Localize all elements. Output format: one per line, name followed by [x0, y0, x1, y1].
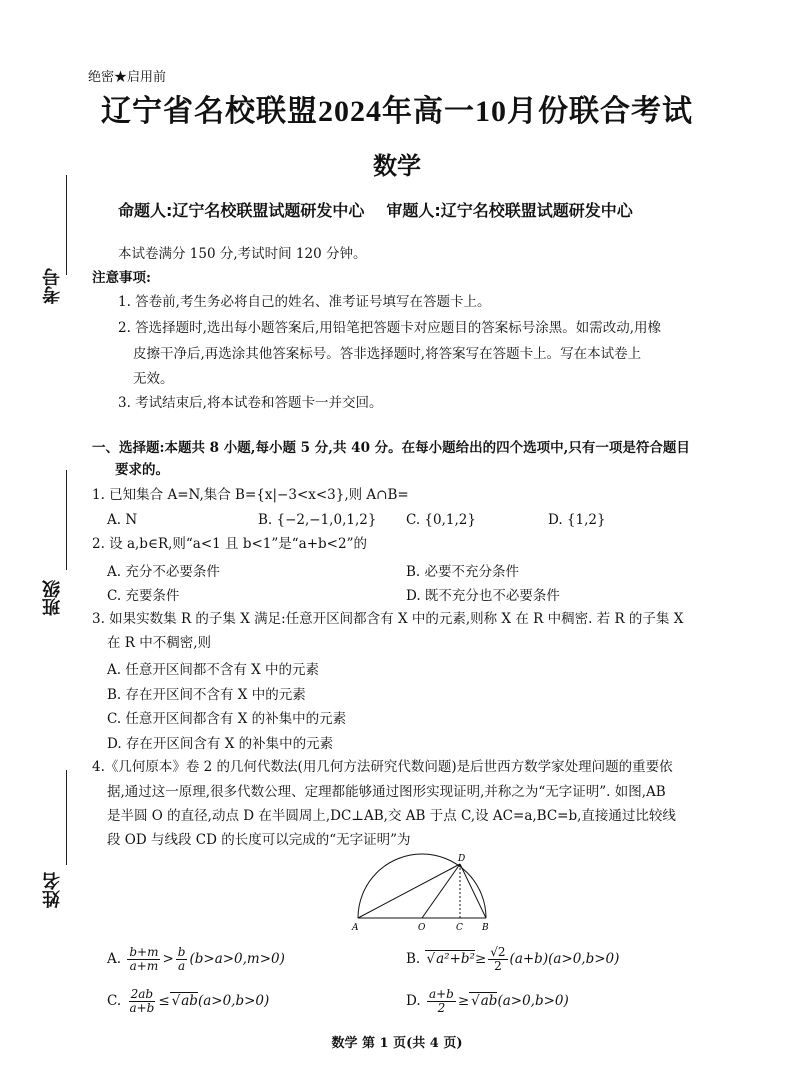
authors-line [118, 198, 633, 221]
q1-option-d: D. {1,2} [548, 512, 606, 528]
q4-c-num: 2ab [130, 987, 154, 1001]
q4-c-sqrt: √ ab [170, 992, 198, 1009]
name-line [66, 770, 67, 865]
class-line [66, 470, 67, 570]
label-c: C [456, 923, 463, 933]
q4-a-num2: b [177, 945, 186, 959]
q1-option-a: A. N [107, 512, 138, 528]
q4-c-frac [127, 988, 156, 1015]
q4-c-rel: ≤ [158, 993, 170, 1009]
exam-title: 辽宁省名校联盟2024年高一10月份联合考试 [101, 95, 693, 128]
exam-no-line [66, 175, 67, 275]
q4-d-den: 2 [437, 1001, 446, 1015]
q4-option-b [406, 946, 619, 973]
side-label-exam-no: 考号 [42, 268, 63, 304]
q1-option-b: B. {−2,−1,0,1,2} [258, 512, 377, 528]
q3-option-a: A. 任意开区间都不含有 X 中的元素 [107, 662, 320, 678]
q4-b-frac [488, 946, 507, 973]
q4-option-a [107, 946, 285, 973]
q4-stem-2: 据,通过这一原理,很多代数公理、定理都能够通过图形实现证明,并称之为“无字证明”. 如图,AB [107, 784, 666, 800]
semicircle-figure [340, 852, 500, 934]
note-2-cont: 皮擦干净后,再选涂其他答案标号。答非选择题时,将答案写在答题卡上。写在本试卷上 [133, 346, 642, 362]
section-header-cont: 要求的。 [115, 462, 169, 478]
q4-a-den2: a [178, 959, 186, 973]
q4-d-frac [427, 988, 456, 1015]
notes-title: 注意事项: [92, 270, 151, 286]
segment-od [422, 864, 460, 918]
side-label-name: 姓名 [42, 872, 63, 908]
q4-a-num1: b+m [129, 945, 159, 959]
q4-a-den1: a+m [129, 959, 159, 973]
q4-b-label: B. [406, 951, 421, 967]
q2-option-a: A. 充分不必要条件 [107, 564, 220, 580]
q4-a-frac2 [176, 946, 188, 973]
label-a: A [352, 923, 359, 933]
q4-d-label: D. [406, 993, 421, 1009]
q3-stem-cont: 在 R 中不稠密,则 [107, 635, 212, 651]
note-2-end: 无效。 [133, 371, 174, 387]
label-d: D [458, 854, 466, 864]
q4-stem-3: 是半圆 O 的直径,动点 D 在半圆周上,DC⊥AB,交 AB 于点 C,设 AC=a,BC=b,直接通过比较线 [107, 808, 676, 824]
subject-title: 数学 [373, 152, 421, 180]
q4-b-den: 2 [494, 959, 502, 973]
q4-b-num: √2 [490, 945, 506, 959]
side-label-class: 班级 [42, 580, 63, 616]
q4-option-d [406, 988, 569, 1015]
q1-stem: 1. 已知集合 A=N,集合 B={x|−3<x<3},则 A∩B= [92, 487, 409, 503]
q3-option-d: D. 存在开区间含有 X 的补集中的元素 [107, 736, 334, 752]
section-header: 一、选择题:本题共 8 小题,每小题 5 分,共 40 分。在每小题给出的四个选项中,只有一项是符合题目 [92, 440, 690, 456]
q3-option-b: B. 存在开区间不含有 X 中的元素 [107, 687, 306, 703]
q2-option-b: B. 必要不充分条件 [406, 564, 520, 580]
page-footer: 数学 第 1 页(共 4 页) [331, 1036, 463, 1051]
intro-line: 本试卷满分 150 分,考试时间 120 分钟。 [118, 246, 367, 262]
q2-stem: 2. 设 a,b∈R,则“a<1 且 b<1”是“a+b<2”的 [92, 536, 367, 552]
label-o: O [418, 923, 426, 933]
q1-option-c: C. {0,1,2} [406, 512, 476, 528]
confidential-mark: 绝密★启用前 [88, 70, 167, 85]
q4-stem: 4.《几何原本》卷 2 的几何代数法(用几何方法研究代数问题)是后世西方数学家处理问题的重要依 [92, 759, 673, 775]
q4-a-label: A. [107, 951, 122, 967]
q4-c-den: a+b [129, 1001, 155, 1015]
q4-d-rel: ≥ [457, 993, 470, 1009]
q4-a-frac1 [127, 946, 160, 973]
q2-option-d: D. 既不充分也不必要条件 [406, 588, 560, 604]
q4-c-label: C. [107, 993, 122, 1009]
q4-b-rest: (a+b)(a>0,b>0) [509, 951, 620, 967]
q4-stem-4: 段 OD 与线段 CD 的长度可以完成的“无字证明”为 [107, 832, 411, 848]
q4-a-cond: (b>a>0,m>0) [189, 951, 285, 967]
reviewer: 审题人:辽宁名校联盟试题研发中心 [386, 201, 633, 220]
q4-a-rel: > [162, 951, 174, 967]
segment-db [460, 864, 486, 918]
label-b: B [482, 923, 489, 933]
q4-d-sqrt: √ ab [469, 992, 497, 1009]
q4-c-cond: (a>0,b>0) [197, 993, 270, 1009]
note-2: 2. 答选择题时,选出每小题答案后,用铅笔把答题卡对应题目的答案标号涂黑。如需改动,用橡 [118, 320, 662, 336]
q4-b-sqrt: √ a²+b² [425, 950, 475, 967]
q4-d-cond: (a>0,b>0) [497, 993, 569, 1009]
note-1: 1. 答卷前,考生务必将自己的姓名、准考证号填写在答题卡上。 [118, 294, 491, 310]
author: 命题人:辽宁名校联盟试题研发中心 [118, 201, 365, 220]
q4-option-c [107, 988, 269, 1015]
q4-b-rel: ≥ [474, 951, 487, 967]
q4-d-num: a+b [428, 987, 454, 1001]
q3-option-c: C. 任意开区间都含有 X 的补集中的元素 [107, 711, 347, 727]
q3-stem: 3. 如果实数集 R 的子集 X 满足:任意开区间都含有 X 中的元素,则称 X 在 R 中稠密. 若 R 的子集 X [92, 611, 684, 627]
note-3: 3. 考试结束后,将本试卷和答题卡一并交回。 [118, 395, 383, 411]
segment-ad [358, 864, 460, 918]
q2-option-c: C. 充要条件 [107, 588, 180, 604]
